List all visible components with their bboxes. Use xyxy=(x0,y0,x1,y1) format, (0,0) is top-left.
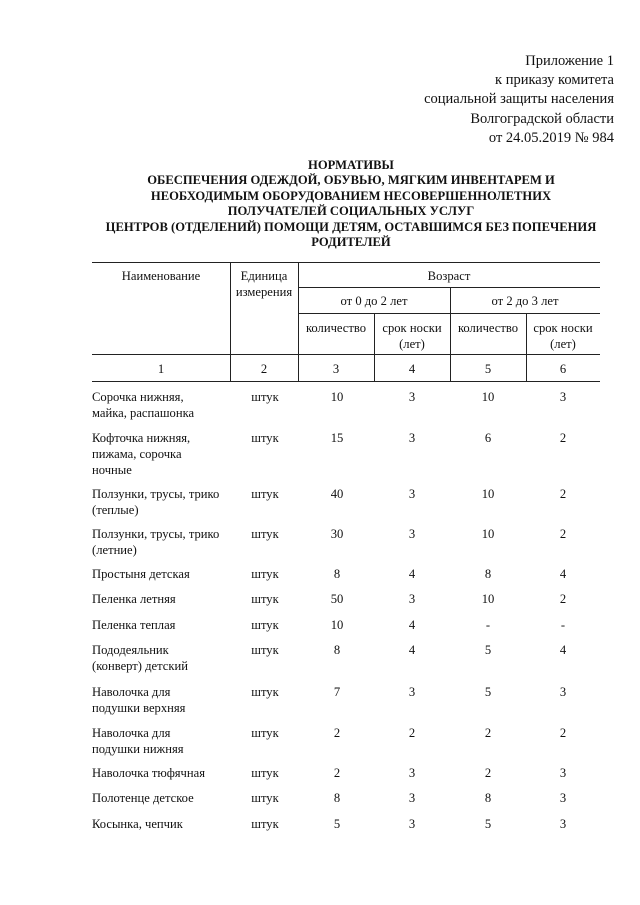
item-name: Ползунки, трусы, трико (летние) xyxy=(92,527,220,558)
qty-0-2: 50 xyxy=(330,592,344,606)
term-0-2: 3 xyxy=(408,791,416,805)
item-name: Кофточка нижняя, пижама, сорочка ночные xyxy=(92,431,191,478)
item-unit: штук xyxy=(251,685,279,699)
header-group-2-3: от 2 до 3 лет xyxy=(491,294,559,308)
qty-0-2: 8 xyxy=(333,567,341,581)
item-name: Пеленка теплая xyxy=(92,618,176,632)
item-name: Наволочка для подушки нижняя xyxy=(92,726,184,757)
annex-line: Волгоградской области xyxy=(470,110,614,127)
qty-0-2: 2 xyxy=(333,726,341,740)
qty-2-3: 2 xyxy=(484,766,492,780)
qty-2-3: 10 xyxy=(481,390,495,404)
term-0-2: 3 xyxy=(408,685,416,699)
qty-0-2: 2 xyxy=(333,766,341,780)
term-2-3: 2 xyxy=(559,431,567,445)
annex-line: к приказу комитета xyxy=(495,72,614,89)
qty-0-2: 40 xyxy=(330,487,344,501)
qty-0-2: 8 xyxy=(333,791,341,805)
col-number: 3 xyxy=(332,362,340,376)
item-name: Ползунки, трусы, трико (теплые) xyxy=(92,487,220,518)
qty-0-2: 10 xyxy=(330,390,344,404)
item-unit: штук xyxy=(251,431,279,445)
annex-line: от 24.05.2019 № 984 xyxy=(488,129,614,146)
header-unit: Единица измерения xyxy=(235,269,293,299)
annex-line: социальной защиты населения xyxy=(424,91,614,108)
item-unit: штук xyxy=(251,643,279,657)
col-number: 2 xyxy=(260,362,268,376)
qty-2-3: 6 xyxy=(484,431,492,445)
item-unit: штук xyxy=(251,567,279,581)
qty-2-3: 5 xyxy=(484,817,492,831)
item-name: Полотенце детское xyxy=(92,791,194,805)
qty-0-2: 7 xyxy=(333,685,341,699)
item-unit: штук xyxy=(251,766,279,780)
term-2-3: 2 xyxy=(559,726,567,740)
item-name: Пеленка летняя xyxy=(92,592,176,606)
title-line: ЦЕНТРОВ (ОТДЕЛЕНИЙ) ПОМОЩИ ДЕТЯМ, ОСТАВШИМСЯ БЕЗ ПОПЕЧЕНИЯ xyxy=(105,219,597,234)
header-group-0-2: от 0 до 2 лет xyxy=(340,294,408,308)
header-term: срок носки (лет) xyxy=(533,321,593,351)
term-2-3: 3 xyxy=(559,390,567,404)
qty-0-2: 10 xyxy=(330,618,344,632)
qty-2-3: 10 xyxy=(481,487,495,501)
term-2-3: 4 xyxy=(559,643,567,657)
item-unit: штук xyxy=(251,592,279,606)
item-name: Простыня детская xyxy=(92,567,190,581)
term-2-3: 4 xyxy=(559,567,567,581)
qty-0-2: 5 xyxy=(333,817,341,831)
header-top-rule xyxy=(92,262,600,263)
term-0-2: 4 xyxy=(408,643,416,657)
col-number: 5 xyxy=(484,362,492,376)
term-2-3: - xyxy=(560,618,566,632)
term-2-3: 3 xyxy=(559,685,567,699)
header-term: срок носки (лет) xyxy=(382,321,442,351)
title-line: ОБЕСПЕЧЕНИЯ ОДЕЖДОЙ, ОБУВЬЮ, МЯГКИМ ИНВЕНТАРЕМ И xyxy=(147,173,555,188)
qty-2-3: 5 xyxy=(484,643,492,657)
header-qty: количество xyxy=(457,321,519,335)
qty-2-3: 10 xyxy=(481,527,495,541)
term-0-2: 3 xyxy=(408,527,416,541)
header-bottom-rule xyxy=(92,354,600,355)
item-name: Косынка, чепчик xyxy=(92,817,183,831)
term-0-2: 3 xyxy=(408,431,416,445)
term-2-3: 3 xyxy=(559,791,567,805)
title-line: НЕОБХОДИМЫМ ОБОРУДОВАНИЕМ НЕСОВЕРШЕННОЛЕТНИХ xyxy=(150,188,552,203)
qty-2-3: 10 xyxy=(481,592,495,606)
term-0-2: 3 xyxy=(408,766,416,780)
item-unit: штук xyxy=(251,487,279,501)
item-name: Наволочка для подушки верхняя xyxy=(92,685,186,716)
item-name: Наволочка тюфячная xyxy=(92,766,206,780)
annex-line: Приложение 1 xyxy=(525,53,614,69)
term-0-2: 3 xyxy=(408,592,416,606)
term-2-3: 3 xyxy=(559,766,567,780)
item-unit: штук xyxy=(251,618,279,632)
group-divider-rule xyxy=(298,313,600,314)
age-divider-rule xyxy=(298,287,600,288)
header-age: Возраст xyxy=(427,269,471,283)
col-number: 1 xyxy=(157,362,165,376)
term-2-3: 2 xyxy=(559,592,567,606)
item-unit: штук xyxy=(251,726,279,740)
qty-2-3: 8 xyxy=(484,567,492,581)
col-number: 6 xyxy=(559,362,567,376)
qty-2-3: 5 xyxy=(484,685,492,699)
item-unit: штук xyxy=(251,791,279,805)
term-0-2: 3 xyxy=(408,390,416,404)
document-title xyxy=(92,158,610,250)
qty-0-2: 15 xyxy=(330,431,344,445)
title-line: ПОЛУЧАТЕЛЕЙ СОЦИАЛЬНЫХ УСЛУГ xyxy=(227,204,475,219)
qty-2-3: - xyxy=(485,618,491,632)
title-line: НОРМАТИВЫ xyxy=(308,158,394,172)
annex-block xyxy=(354,52,614,148)
col-numbers-bottom-rule xyxy=(92,381,600,382)
term-0-2: 3 xyxy=(408,817,416,831)
item-name: Сорочка нижняя, майка, распашонка xyxy=(92,390,195,421)
item-name: Пододеяльник (конверт) детский xyxy=(92,643,188,674)
term-0-2: 4 xyxy=(408,618,416,632)
term-2-3: 2 xyxy=(559,527,567,541)
qty-2-3: 2 xyxy=(484,726,492,740)
qty-2-3: 8 xyxy=(484,791,492,805)
item-unit: штук xyxy=(251,817,279,831)
qty-0-2: 30 xyxy=(330,527,344,541)
qty-0-2: 8 xyxy=(333,643,341,657)
header-name: Наименование xyxy=(121,269,201,283)
term-0-2: 4 xyxy=(408,567,416,581)
term-0-2: 2 xyxy=(408,726,416,740)
item-unit: штук xyxy=(251,527,279,541)
header-qty: количество xyxy=(305,321,367,335)
col-number: 4 xyxy=(408,362,416,376)
item-unit: штук xyxy=(251,390,279,404)
title-line: РОДИТЕЛЕЙ xyxy=(311,235,391,250)
term-2-3: 3 xyxy=(559,817,567,831)
term-0-2: 3 xyxy=(408,487,416,501)
term-2-3: 2 xyxy=(559,487,567,501)
